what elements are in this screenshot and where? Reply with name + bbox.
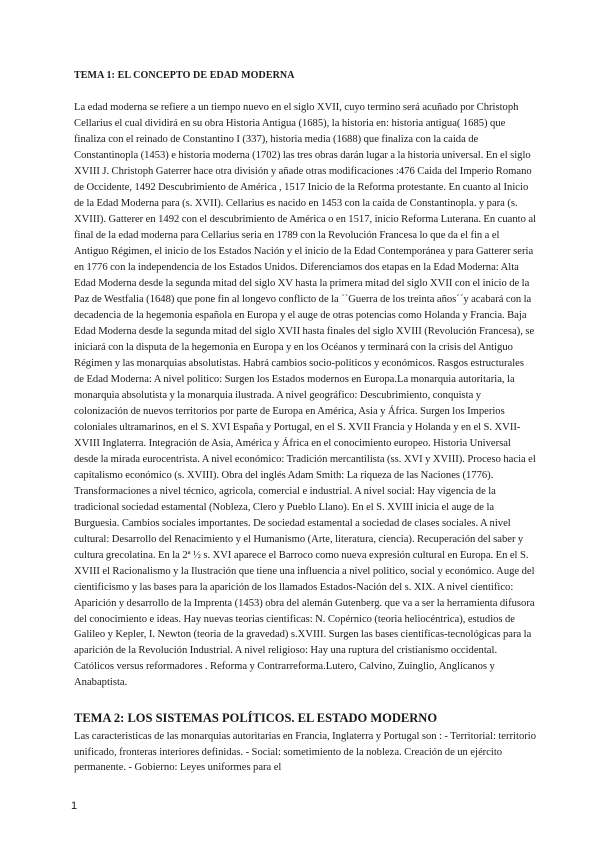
paragraph-tema-2: Las caracteristicas de las monarquias autoritarias en Francia, Inglaterra y Portugal son : - Territorial: territorio unificado, fronteras interiores definidas. - Social: sometimiento de la nobleza. Creación de un ejército permanente. - Gobierno: Leyes uniformes para el [74,731,537,774]
heading-tema-1: TEMA 1: EL CONCEPTO DE EDAD MODERNA [74,70,295,81]
page-number: 1 [71,800,78,812]
heading-tema-2: TEMA 2: LOS SISTEMAS POLÍTICOS. EL ESTADO MODERNO [74,711,438,725]
paragraph-tema-1: La edad moderna se refiere a un tiempo nuevo en el siglo XVII, cuyo termino será acuñado por Christoph Cellarius el cual dividirá en su obra Historia Antigua (1685), la historia en: historia antigua( 1685) que finaliza con el reinado de Constantino I (337), historia media (1688) que finaliza con la caida de Constantinopla (1453) e historia moderna (1702) las tres obras darán lugar a la historia universal. En el siglo XVIII J. Christoph Gaterrer hace otra división y añade otras modificaciones :476 Caida del Imperio Romano de Occidente, 1492 Descubrimiento de América , 1517 Inicio de la Reforma protestante. En cuanto al Inicio de la Edad Moderna para (s. XVII). Cellarius es nacido en 1453 con la caída de Constantinopla. y para (s. XVIII). Gatterer en 1492 con el descubrimiento de América o en 1517, inicio Reforma Luterana. En cuanto al final de la edad moderna para Cellarius seria en 1789 con la Revolución Francesa lo que da el fin a el Antiguo Régimen, el inicio de los Estados Nación y el inicio de la Edad Contemporánea y para Gatterer seria en 1776 con la independencia de los Estados Unidos. Diferenciamos dos etapas en la Edad Moderna: Alta Edad Moderna desde la segunda mitad del siglo XV hasta la primera mitad del siglo XVII con el inicio de la Paz de Westfalia (1648) que pone fin al longevo conflicto de la ``Guerra de los treinta años´´y acabará con la decadencia de la hegemonia española en Europa y el auge de otras potencias como Holanda y Francia. Baja Edad Moderna desde la segunda mitad del siglo XVII hasta finales del siglo XVIII (Revolución Francesa), se iniciará con la disputa de la hegemonia en Europa y en los Océanos y terminará con la crisis del Antiguo Régimen y las monarquias absolutistas. Habrá cambios socio-politicos y económicos. Rasgos estructurales de Edad Moderna: A nivel politico: Surgen los Estados modernos en Europa.La monarquia autoritaria, la monarquia absolutista y la monarquia ilustrada. A nivel geográfico: Descubrimiento, conquista y colonización de nuevos territorios por parte de Europa en América, Asia y África. Surgen los Imperios coloniales ultramarinos, en el S. XVI España y Portugal, en el S. XVII Francia y Holanda y en el S. XVII-XVIII Inglaterra. Integración de Asia, América y África en el conocimiento europeo. Historia Universal desde la mirada eurocentrista. A nivel económico: Tradición mercantilista (ss. XVI y XVIII). Proceso hacia el capitalismo económico (s. XVIII). Obra del inglés Adam Smith: La riqueza de las Naciones (1776). Transformaciones a nivel técnico, agricola, comercial e industrial. A nivel social: Hay vigencia de la tradicional sociedad estamental (Nobleza, Clero y Pueblo Llano). En el S. XVIII inicia el auge de la Burguesia. Cambios sociales importantes. De sociedad estamental a sociedad de clases sociales. A nivel cultural: Desarrollo del Renacimiento y el Humanismo (Arte, literatura, ciencia). Recuperación del saber y cultura grecolatina. En la 2ª ½ s. XVI aparece el Barroco como nueva expresión cultural en Europa. En el S. XVIII el Racionalismo y la Ilustración que tiene una influencia a nivel politico, social y económico. Auge del cientificismo y las bases para la aparición de los llamados Estados-Nación del s. XIX. A nivel cientifico: Aparición y desarrollo de la Imprenta (1453) obra del alemán Gutenberg. que va a ser la herramienta difusora del conocimiento e ideas. Hay nuevas teorias cientificas: N. Copérnico (teoria heliocéntrica), estudios de Galileo y Kepler, I. Newton (teoria de la gravedad) s.XVIII. Surgen las bases cientificas-tecnológicas para la aparición de la Revolución Industrial. A nivel religioso: Hay una ruptura del cristianismo occidental. Católicos versus reformadores . Reforma y Contrarreforma.Lutero, Calvino, Zuinglio, Anglicanos y Anabaptista. [74,102,536,689]
